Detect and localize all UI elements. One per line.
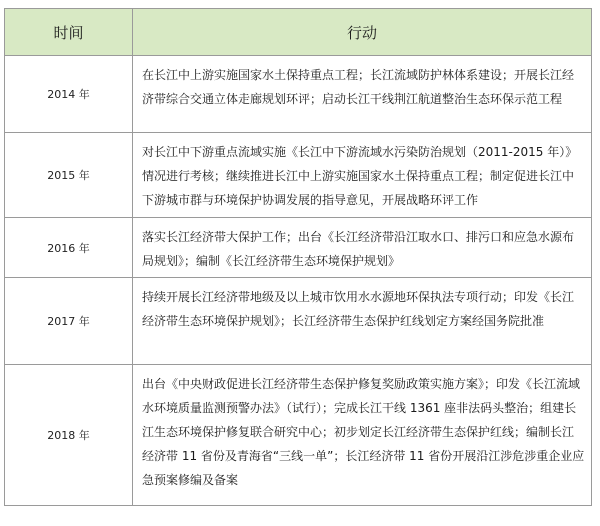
header-row (5, 9, 592, 56)
table-header (5, 9, 592, 56)
header-action: 行动 (133, 9, 592, 56)
action-cell: 落实长江经济带大保护工作；出台《长江经济带沿江取水口、排污口和应急水源布局规划》；编制《长江经济带生态环境保护规划》 (133, 218, 592, 278)
year-cell: 2014 年 (5, 56, 133, 133)
table-row (5, 56, 592, 133)
table-row (5, 278, 592, 365)
table-row (5, 133, 592, 218)
action-cell: 出台《中央财政促进长江经济带生态保护修复奖励政策实施方案》；印发《长江流域水环境质量监测预警办法》（试行）；完成长江干线 1361 座非法码头整治；组建长江生态环境保护修复联合研究中心；初步划定长江经济带生态保护红线；编制长江经济带 11 省份及青海省“三线一单”；长江经济带 11 省份开展沿江涉危涉重企业应急预案修编及备案 (133, 365, 592, 506)
table-row (5, 365, 592, 506)
action-cell: 在长江中上游实施国家水土保持重点工程；长江流域防护林体系建设；开展长江经济带综合交通立体走廊规划环评；启动长江干线荆江航道整治生态环保示范工程 (133, 56, 592, 133)
year-cell: 2017 年 (5, 278, 133, 365)
table-body (5, 56, 592, 506)
table-row (5, 218, 592, 278)
year-cell: 2016 年 (5, 218, 133, 278)
action-cell: 持续开展长江经济带地级及以上城市饮用水水源地环保执法专项行动；印发《长江经济带生态环境保护规划》；长江经济带生态保护红线划定方案经国务院批准 (133, 278, 592, 365)
header-time: 时间 (5, 9, 133, 56)
year-cell: 2018 年 (5, 365, 133, 506)
policy-timeline-table (4, 8, 592, 506)
action-cell: 对长江中下游重点流域实施《长江中下游流域水污染防治规划（2011-2015 年）》情况进行考核；继续推进长江中上游实施国家水土保持重点工程；制定促进长江中下游城市群与环境保护协调发展的指导意见，开展战略环评工作 (133, 133, 592, 218)
year-cell: 2015 年 (5, 133, 133, 218)
